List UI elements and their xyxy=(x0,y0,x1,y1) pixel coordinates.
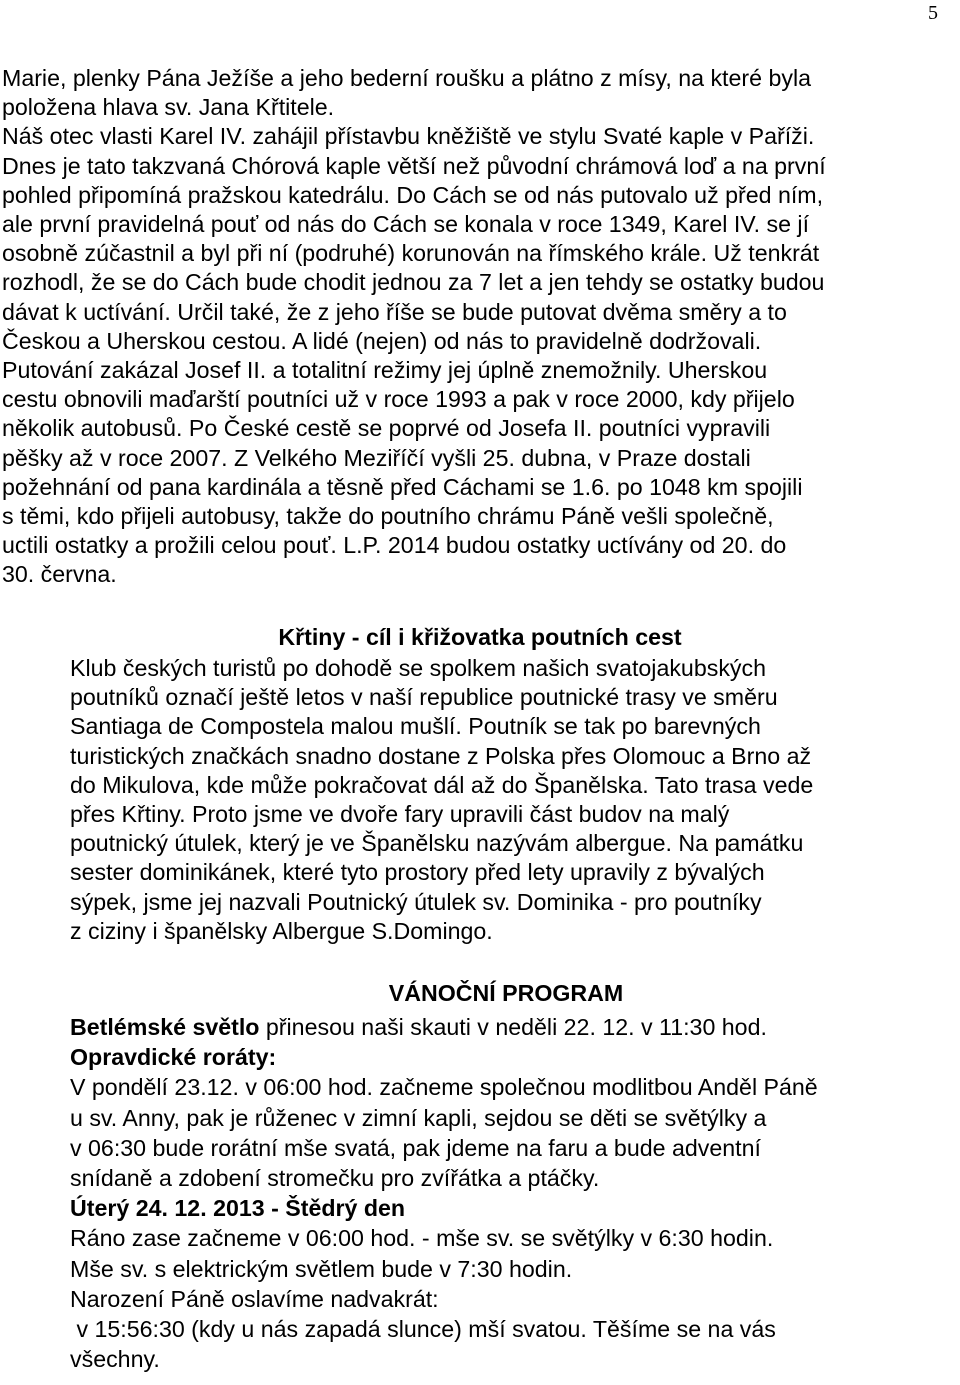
text-line: uctili ostatky a prožili celou pouť. L.P. 2014 budou ostatky uctívány od 20. do xyxy=(2,532,787,559)
text-line: Mše sv. s elektrickým světlem bude v 7:30 hodin. xyxy=(70,1255,573,1282)
text-line: položena hlava sv. Jana Křtitele. xyxy=(2,94,335,121)
text-line: poutníků označí ještě letos v naší republice poutnické trasy ve směru xyxy=(70,684,778,711)
text-line: osobně zúčastnil a byl při ní (podruhé) korunován na římského krále. Už tenkrát xyxy=(2,240,820,267)
text-line: pohled připomíná pražskou katedrálu. Do Cách se od nás putovalo už před ním, xyxy=(2,181,824,208)
betlem-text: přinesou naši skauti v neděli 22. 12. v 11:30 hod. xyxy=(259,1014,767,1040)
text-line: Dnes je tato takzvaná Chórová kaple větší než původní chrámová loď a na první xyxy=(2,152,826,179)
betlem-line xyxy=(70,1012,950,1042)
text-line: cestu obnovili maďarští poutníci už v roce 1993 a pak v roce 2000, kdy přijelo xyxy=(2,386,795,413)
page-number: 5 xyxy=(928,2,938,24)
text-line: Marie, plenky Pána Ježíše a jeho bederní roušku a plátno z mísy, na které byla xyxy=(2,65,811,91)
text-line: Klub českých turistů po dohodě se spolkem našich svatojakubských xyxy=(70,655,766,681)
paragraph-aachen-pilgrimage xyxy=(0,64,960,590)
heading-krtiny: Křtiny - cíl i křižovatka poutních cest xyxy=(278,624,682,650)
text-line: snídaně a zdobení stromečku pro zvířátka a ptáčky. xyxy=(70,1165,600,1192)
text-line: ale první pravidelná pouť od nás do Cách se konala v roce 1349, Karel IV. se jí xyxy=(2,211,810,238)
text-line: Náš otec vlasti Karel IV. zahájil přístavbu kněžiště ve stylu Svaté kaple v Paříži. xyxy=(2,123,815,150)
paragraph-krtiny xyxy=(70,654,950,946)
christmas-schedule xyxy=(70,1012,950,1374)
text-line: Narození Páně oslavíme nadvakrát: xyxy=(70,1285,439,1312)
text-line: sester dominikánek, které tyto prostory před lety upravily z bývalých xyxy=(70,859,765,886)
betlem-label: Betlémské světlo xyxy=(70,1014,260,1040)
text-line: v 15:56:30 (kdy u nás zapadá slunce) mší svatou. Těšíme se na vás xyxy=(70,1316,776,1343)
text-line: několik autobusů. Po České cestě se poprvé od Josefa II. poutníci vypravili xyxy=(2,415,771,442)
text-line: Putování zakázal Josef II. a totalitní režimy jej úplně znemožnily. Uherskou xyxy=(2,357,768,384)
text-line: dávat k uctívání. Určil také, že z jeho říše se bude putovat dvěma směry a to xyxy=(2,298,787,325)
text-line: z ciziny i španělsky Albergue S.Domingo. xyxy=(70,917,493,944)
text-line: sýpek, jsme jej nazvali Poutnický útulek sv. Dominika - pro poutníky xyxy=(70,888,762,915)
text-line: přes Křtiny. Proto jsme ve dvoře fary upravili část budov na malý xyxy=(70,801,730,828)
text-line: Ráno zase začneme v 06:00 hod. - mše sv. se světýlky v 6:30 hodin. xyxy=(70,1225,774,1252)
text-line: turistických značkách snadno dostane z Polska přes Olomouc a Brno až xyxy=(70,742,812,769)
text-line: Českou a Uherskou cestou. A lidé (nejen) od nás to pravidelně dodržovali. xyxy=(2,327,762,354)
text-line: všechny. xyxy=(70,1346,160,1373)
text-line: poutnický útulek, který je ve Španělsku nazývám albergue. Na památku xyxy=(70,830,804,857)
text-line: požehnání od pana kardinála a těsně před Cáchami se 1.6. po 1048 km spojili xyxy=(2,473,803,500)
text-line: u sv. Anny, pak je růženec v zimní kapli, sejdou se děti se světýlky a xyxy=(70,1104,767,1131)
text-line: do Mikulova, kde může pokračovat dál až do Španělska. Tato trasa vede xyxy=(70,771,814,798)
text-line: V pondělí 23.12. v 06:00 hod. začneme společnou modlitbou Anděl Páně xyxy=(70,1074,818,1101)
text-line: pěšky až v roce 2007. Z Velkého Meziříčí vyšli 25. dubna, v Praze dostali xyxy=(2,444,751,471)
text-line: 30. června. xyxy=(2,561,117,588)
roraty-heading: Opravdické roráty: xyxy=(70,1044,277,1071)
text-line: v 06:30 bude rorátní mše svatá, pak jdeme na faru a bude adventní xyxy=(70,1134,761,1161)
heading-christmas-program: VÁNOČNÍ PROGRAM xyxy=(388,980,624,1006)
utery-heading: Úterý 24. 12. 2013 - Štědrý den xyxy=(70,1195,406,1222)
text-line: s těmi, kdo přijeli autobusy, takže do poutního chrámu Páně vešli společně, xyxy=(2,503,774,530)
text-line: rozhodl, že se do Cách bude chodit jednou za 7 let a jen tehdy se ostatky budou xyxy=(2,269,825,296)
text-line: Santiaga de Compostela malou mušlí. Poutník se tak po barevných xyxy=(70,713,761,740)
